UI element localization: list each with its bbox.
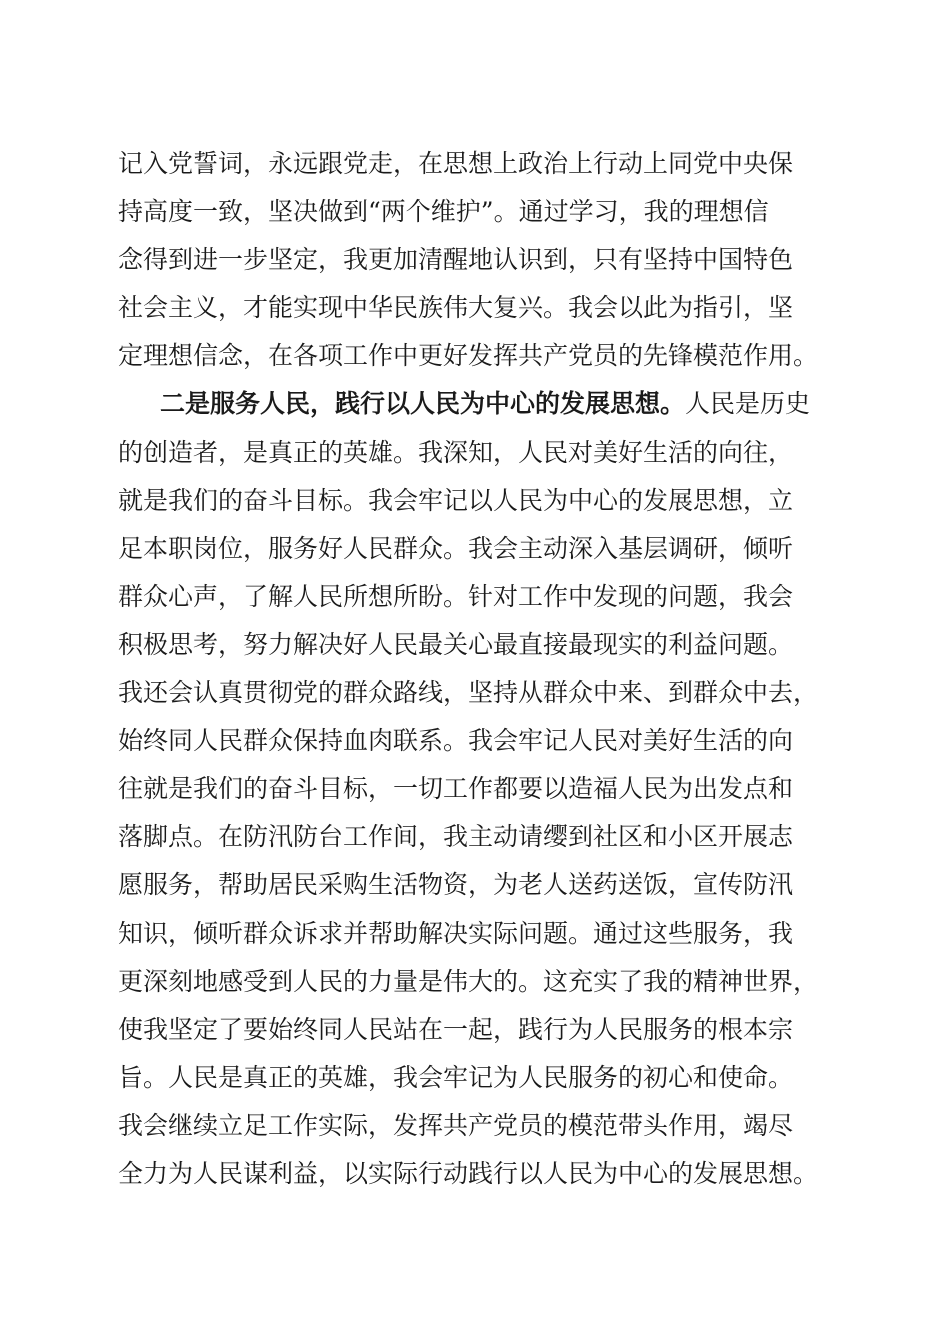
text-line: 社会主义，才能实现中华民族伟大复兴。我会以此为指引，坚 <box>118 293 794 323</box>
text-line: 更深刻地感受到人民的力量是伟大的。这充实了我的精神世界， <box>118 966 819 996</box>
text-line: 知识，倾听群众诉求并帮助解决实际问题。通过这些服务，我 <box>118 918 794 948</box>
text-line: 足本职岗位，服务好人民群众。我会主动深入基层调研，倾听 <box>118 533 794 563</box>
text-line: 落脚点。在防汛防台工作间，我主动请缨到社区和小区开展志 <box>118 822 794 852</box>
text-line: 旨。人民是真正的英雄，我会牢记为人民服务的初心和使命。 <box>118 1062 794 1092</box>
text-line: 就是我们的奋斗目标。我会牢记以人民为中心的发展思想，立 <box>118 485 794 515</box>
paragraph-serve-people <box>118 380 838 1198</box>
document-body <box>118 140 838 1198</box>
text-line: 往就是我们的奋斗目标，一切工作都要以造福人民为出发点和 <box>118 774 794 804</box>
paragraph-ideals <box>118 140 838 380</box>
text-run: 人民是历史 <box>685 389 811 419</box>
text-line: 念得到进一步坚定，我更加清醒地认识到，只有坚持中国特色 <box>118 245 794 275</box>
text-line: 的创造者，是真正的英雄。我深知，人民对美好生活的向往， <box>118 437 794 467</box>
text-line: 愿服务，帮助居民采购生活物资，为老人送药送饭，宣传防汛 <box>118 870 794 900</box>
text-line: 全力为人民谋利益，以实际行动践行以人民为中心的发展思想。 <box>118 1158 819 1188</box>
text-line: 我还会认真贯彻党的群众路线，坚持从群众中来、到群众中去， <box>118 678 819 708</box>
text-line: 定理想信念，在各项工作中更好发挥共产党员的先锋模范作用。 <box>118 341 819 371</box>
text-line: 始终同人民群众保持血肉联系。我会牢记人民对美好生活的向 <box>118 726 794 756</box>
text-line: 群众心声，了解人民所想所盼。针对工作中发现的问题，我会 <box>118 581 794 611</box>
text-line: 持高度一致，坚决做到“两个维护”。通过学习，我的理想信 <box>118 197 769 227</box>
paragraph-heading: 二是服务人民，践行以人民为中心的发展思想。 <box>160 389 686 419</box>
text-line: 积极思考，努力解决好人民最关心最直接最现实的利益问题。 <box>118 629 794 659</box>
text-line: 使我坚定了要始终同人民站在一起，践行为人民服务的根本宗 <box>118 1014 794 1044</box>
text-line: 记入党誓词，永远跟党走，在思想上政治上行动上同党中央保 <box>118 149 794 178</box>
paragraph-first-line <box>118 380 838 428</box>
text-line: 我会继续立足工作实际，发挥共产党员的模范带头作用，竭尽 <box>118 1110 794 1140</box>
